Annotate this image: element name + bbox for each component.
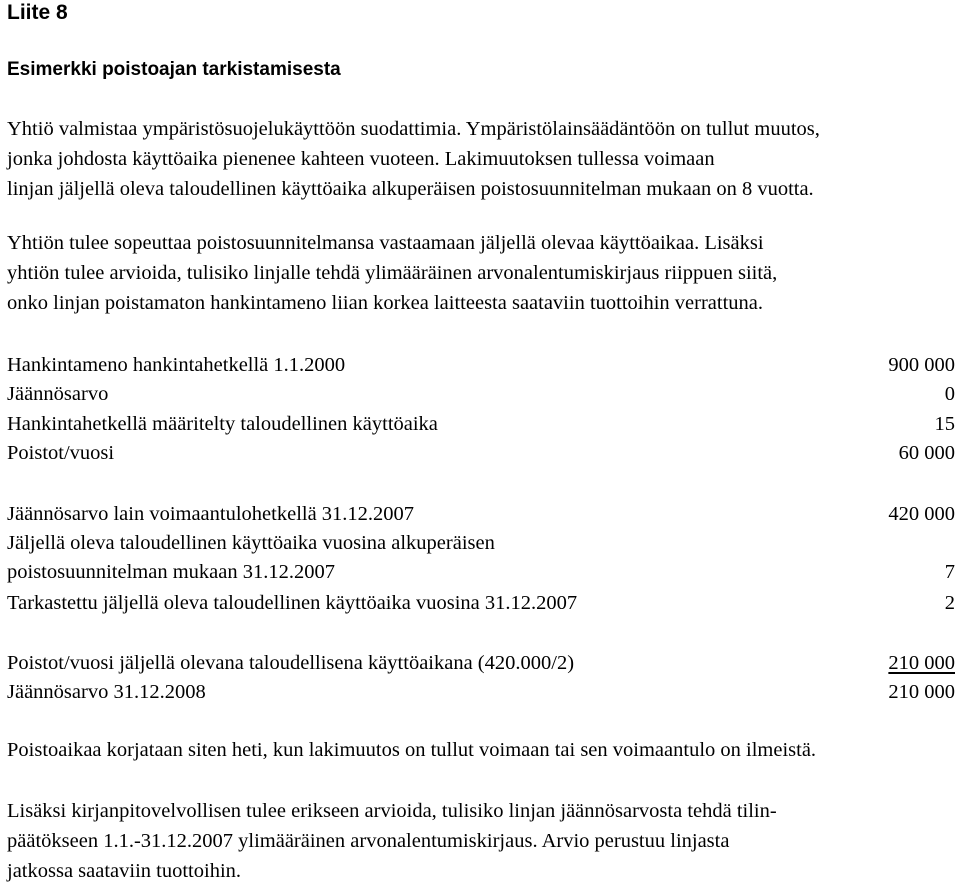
example-heading: Esimerkki poistoajan tarkistamisesta: [7, 59, 341, 80]
calc-row-residual-at-law: [7, 499, 955, 529]
calc-row-revised-life: [7, 588, 955, 618]
requirement-paragraph: [7, 228, 955, 318]
calc-value: 60 000: [898, 442, 955, 464]
calc-row-residual-2008: [7, 677, 955, 707]
intro-line: Yhtiö valmistaa ympäristösuojelukäyttöön suodattimia. Ympäristölainsäädäntöön on tullut muutos,: [7, 118, 820, 140]
calc-label: Hankintahetkellä määritelty taloudellinen käyttöaika: [7, 413, 438, 435]
closing-paragraph: [7, 796, 955, 886]
calc-row-new-depreciation: [7, 648, 955, 678]
calc-label: Poistot/vuosi jäljellä olevana taloudellisena käyttöaikana (420.000/2): [7, 652, 575, 674]
calc-value-underlined: 210 000: [888, 652, 955, 674]
calc-label: Jäljellä oleva taloudellinen käyttöaika vuosina alkuperäisen: [7, 532, 495, 554]
closing-line: jatkossa saataviin tuottoihin.: [7, 860, 242, 882]
calc-value: 7: [944, 561, 955, 583]
calc-row-remaining-life: [7, 557, 955, 587]
calc-value: 0: [944, 383, 955, 405]
calc-row-useful-life: [7, 409, 955, 439]
calc-row-residual-value: [7, 379, 955, 409]
calc-value: 420 000: [888, 503, 955, 525]
calc-label: Jäännösarvo 31.12.2008: [7, 681, 206, 703]
calc-label: Jäännösarvo: [7, 383, 109, 405]
calc-value: 2: [944, 592, 955, 614]
requirement-line: Yhtiön tulee sopeuttaa poistosuunnitelmansa vastaamaan jäljellä olevaa käyttöaikaa. Lisäksi: [7, 232, 764, 254]
calc-label: Hankintameno hankintahetkellä 1.1.2000: [7, 354, 346, 376]
closing-line: päätökseen 1.1.-31.12.2007 ylimääräinen arvonalentumiskirjaus. Arvio perustuu linjasta: [7, 830, 730, 852]
closing-line: Lisäksi kirjanpitovelvollisen tulee erikseen arvioida, tulisiko linjan jäännösarvosta tehdä tilin-: [7, 800, 777, 822]
appendix-title: Liite 8: [7, 1, 68, 24]
correction-paragraph: [7, 735, 955, 765]
intro-line: jonka johdosta käyttöaika pienenee kahteen vuoteen. Lakimuutoksen tullessa voimaan: [7, 148, 715, 170]
calc-value: 900 000: [888, 354, 955, 376]
calc-label: poistosuunnitelman mukaan 31.12.2007: [7, 561, 335, 583]
calc-row-remaining-life-line1: [7, 528, 955, 558]
calc-row-acquisition-cost: [7, 350, 955, 380]
calc-label: Jäännösarvo lain voimaantulohetkellä 31.12.2007: [7, 503, 415, 525]
requirement-line: yhtiön tulee arvioida, tulisiko linjalle tehdä ylimääräinen arvonalentumiskirjaus riippuen siitä,: [7, 262, 778, 284]
calc-row-depreciation-per-year: [7, 438, 955, 468]
calc-label: Poistot/vuosi: [7, 442, 115, 464]
correction-line: Poistoaikaa korjataan siten heti, kun lakimuutos on tullut voimaan tai sen voimaantulo on ilmeistä.: [7, 739, 817, 761]
requirement-line: onko linjan poistamaton hankintameno liian korkea laitteesta saataviin tuottoihin verrattuna.: [7, 292, 764, 314]
intro-paragraph: [7, 114, 955, 204]
calc-value: 15: [934, 413, 955, 435]
intro-line: linjan jäljellä oleva taloudellinen käyttöaika alkuperäisen poistosuunnitelman mukaan on 8 vuotta.: [7, 178, 814, 200]
calc-value: 210 000: [888, 681, 955, 703]
calc-label: Tarkastettu jäljellä oleva taloudellinen käyttöaika vuosina 31.12.2007: [7, 592, 578, 614]
